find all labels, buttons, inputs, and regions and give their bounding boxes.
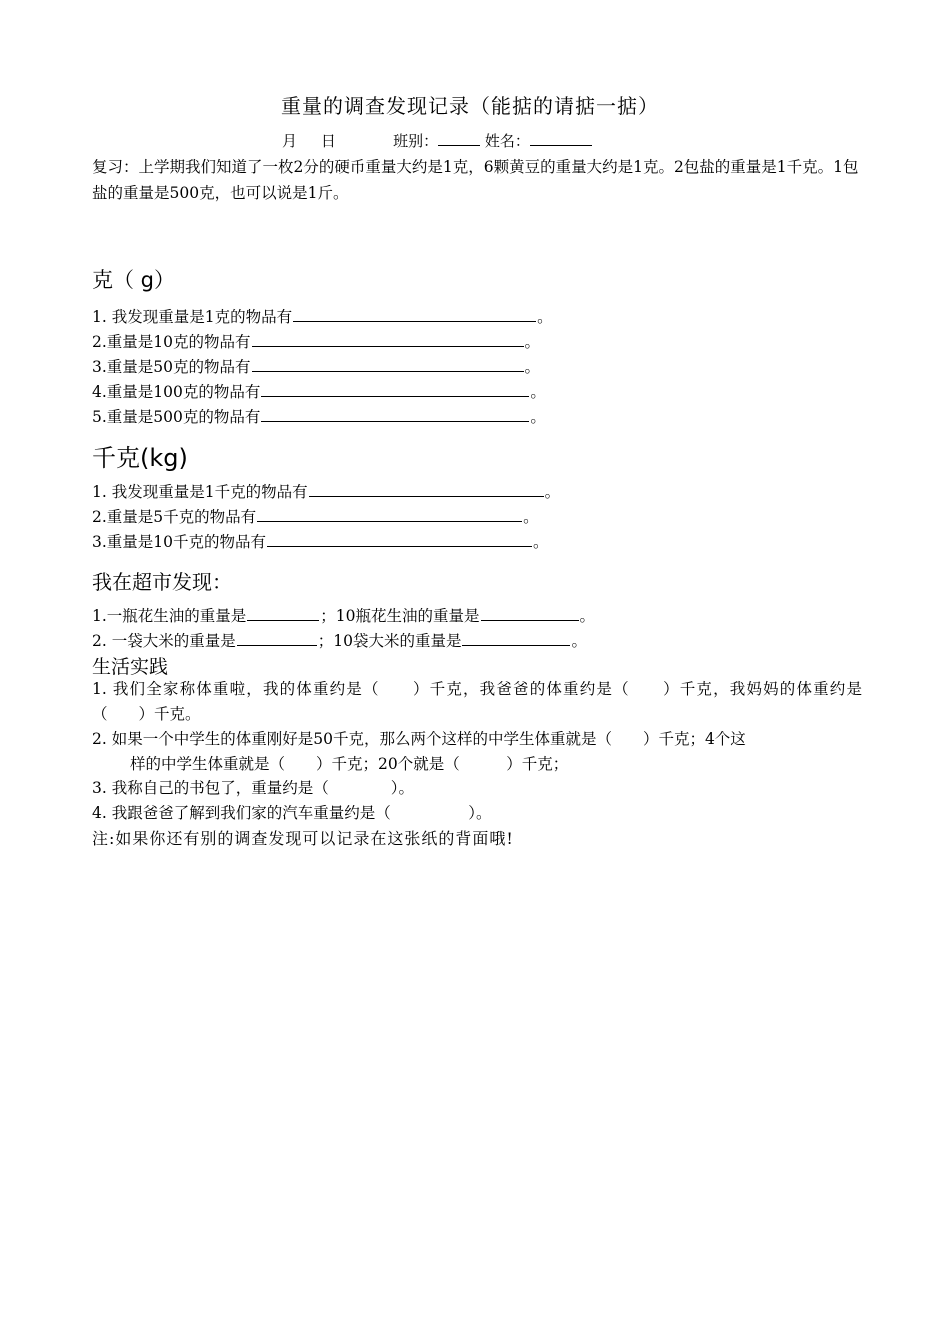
kg-item-label: 3.重量是10千克的物品有 xyxy=(92,533,267,551)
answer-blank[interactable] xyxy=(252,355,524,372)
item-end: 。 xyxy=(579,607,596,625)
answer-blank[interactable] xyxy=(261,405,529,422)
answer-blank[interactable] xyxy=(462,629,570,646)
answer-blank[interactable] xyxy=(309,480,544,497)
market-item-label: ；10袋大米的重量是 xyxy=(317,632,462,650)
answer-blank[interactable] xyxy=(247,604,319,621)
gram-item-label: 4.重量是100克的物品有 xyxy=(92,383,261,401)
kg-item xyxy=(92,505,539,527)
item-end: 。 xyxy=(533,533,549,551)
item-end: 。 xyxy=(524,333,541,351)
practice-item-2-line-1: 2. 如果一个中学生的体重刚好是50千克，那么两个这样的中学生体重就是（ ）千克；4个这 xyxy=(92,730,746,748)
review-paragraph: 复习：上学期我们知道了一枚2分的硬币重量大约是1克，6颗黄豆的重量大约是1克。2包盐的重量是1千克。1包盐的重量是500克，也可以说是1斤。 xyxy=(92,158,859,202)
name-label: 姓名： xyxy=(484,132,530,150)
practice-heading: 生活实践 xyxy=(92,656,169,678)
practice-item-1: 1. 我们全家称体重啦，我的体重约是（ ）千克，我爸爸的体重约是（ ）千克，我妈妈的体重约是（ ）千克。 xyxy=(92,680,862,723)
kg-item-label: 2.重量是5千克的物品有 xyxy=(92,508,257,526)
market-item-label: 2. 一袋大米的重量是 xyxy=(92,632,236,650)
answer-blank[interactable] xyxy=(293,305,536,322)
answer-blank[interactable] xyxy=(261,380,529,397)
class-label: 班别： xyxy=(393,132,439,150)
gram-item xyxy=(92,355,540,377)
header-info-line xyxy=(282,130,592,151)
market-item-label: 1.一瓶花生油的重量是 xyxy=(92,607,247,625)
item-end: 。 xyxy=(530,383,546,401)
item-end: 。 xyxy=(544,483,561,501)
name-blank[interactable] xyxy=(530,130,592,146)
item-end: 。 xyxy=(571,632,587,650)
kg-item-label: 1. 我发现重量是1千克的物品有 xyxy=(92,483,308,501)
class-blank[interactable] xyxy=(438,130,480,146)
gram-item xyxy=(92,305,553,327)
item-end: 。 xyxy=(524,358,541,376)
gram-item xyxy=(92,330,540,352)
kilogram-heading: 千克(kg) xyxy=(92,444,188,472)
page-title: 重量的调查发现记录（能掂的请掂一掂） xyxy=(281,94,659,118)
answer-blank[interactable] xyxy=(237,629,317,646)
item-end: 。 xyxy=(530,408,546,426)
gram-item-label: 5.重量是500克的物品有 xyxy=(92,408,261,426)
gram-heading: 克（ g） xyxy=(92,268,176,292)
item-end: 。 xyxy=(537,308,553,326)
market-item-label: ；10瓶花生油的重量是 xyxy=(320,607,480,625)
day-label: 日 xyxy=(320,132,336,150)
practice-item-4: 4. 我跟爸爸了解到我们家的汽车重量约是（ ）。 xyxy=(92,804,492,822)
answer-blank[interactable] xyxy=(267,530,532,547)
kg-item xyxy=(92,480,560,502)
practice-item-2-line-2: 样的中学生体重就是（ ）千克；20个就是（ ）千克； xyxy=(130,755,569,773)
market-item xyxy=(92,604,595,626)
gram-item-label: 1. 我发现重量是1克的物品有 xyxy=(92,308,293,326)
item-end: 。 xyxy=(523,508,539,526)
answer-blank[interactable] xyxy=(481,604,579,621)
supermarket-heading: 我在超市发现： xyxy=(92,570,232,594)
market-item xyxy=(92,629,587,651)
footnote: 注:如果你还有别的调查发现可以记录在这张纸的背面哦! xyxy=(92,829,514,848)
answer-blank[interactable] xyxy=(252,330,524,347)
practice-item-3: 3. 我称自己的书包了，重量约是（ ）。 xyxy=(92,779,414,797)
gram-item xyxy=(92,405,546,427)
gram-item-label: 3.重量是50克的物品有 xyxy=(92,358,251,376)
gram-item xyxy=(92,380,546,402)
gram-item-label: 2.重量是10克的物品有 xyxy=(92,333,251,351)
kg-item xyxy=(92,530,549,552)
answer-blank[interactable] xyxy=(257,505,522,522)
month-label: 月 xyxy=(282,132,298,150)
